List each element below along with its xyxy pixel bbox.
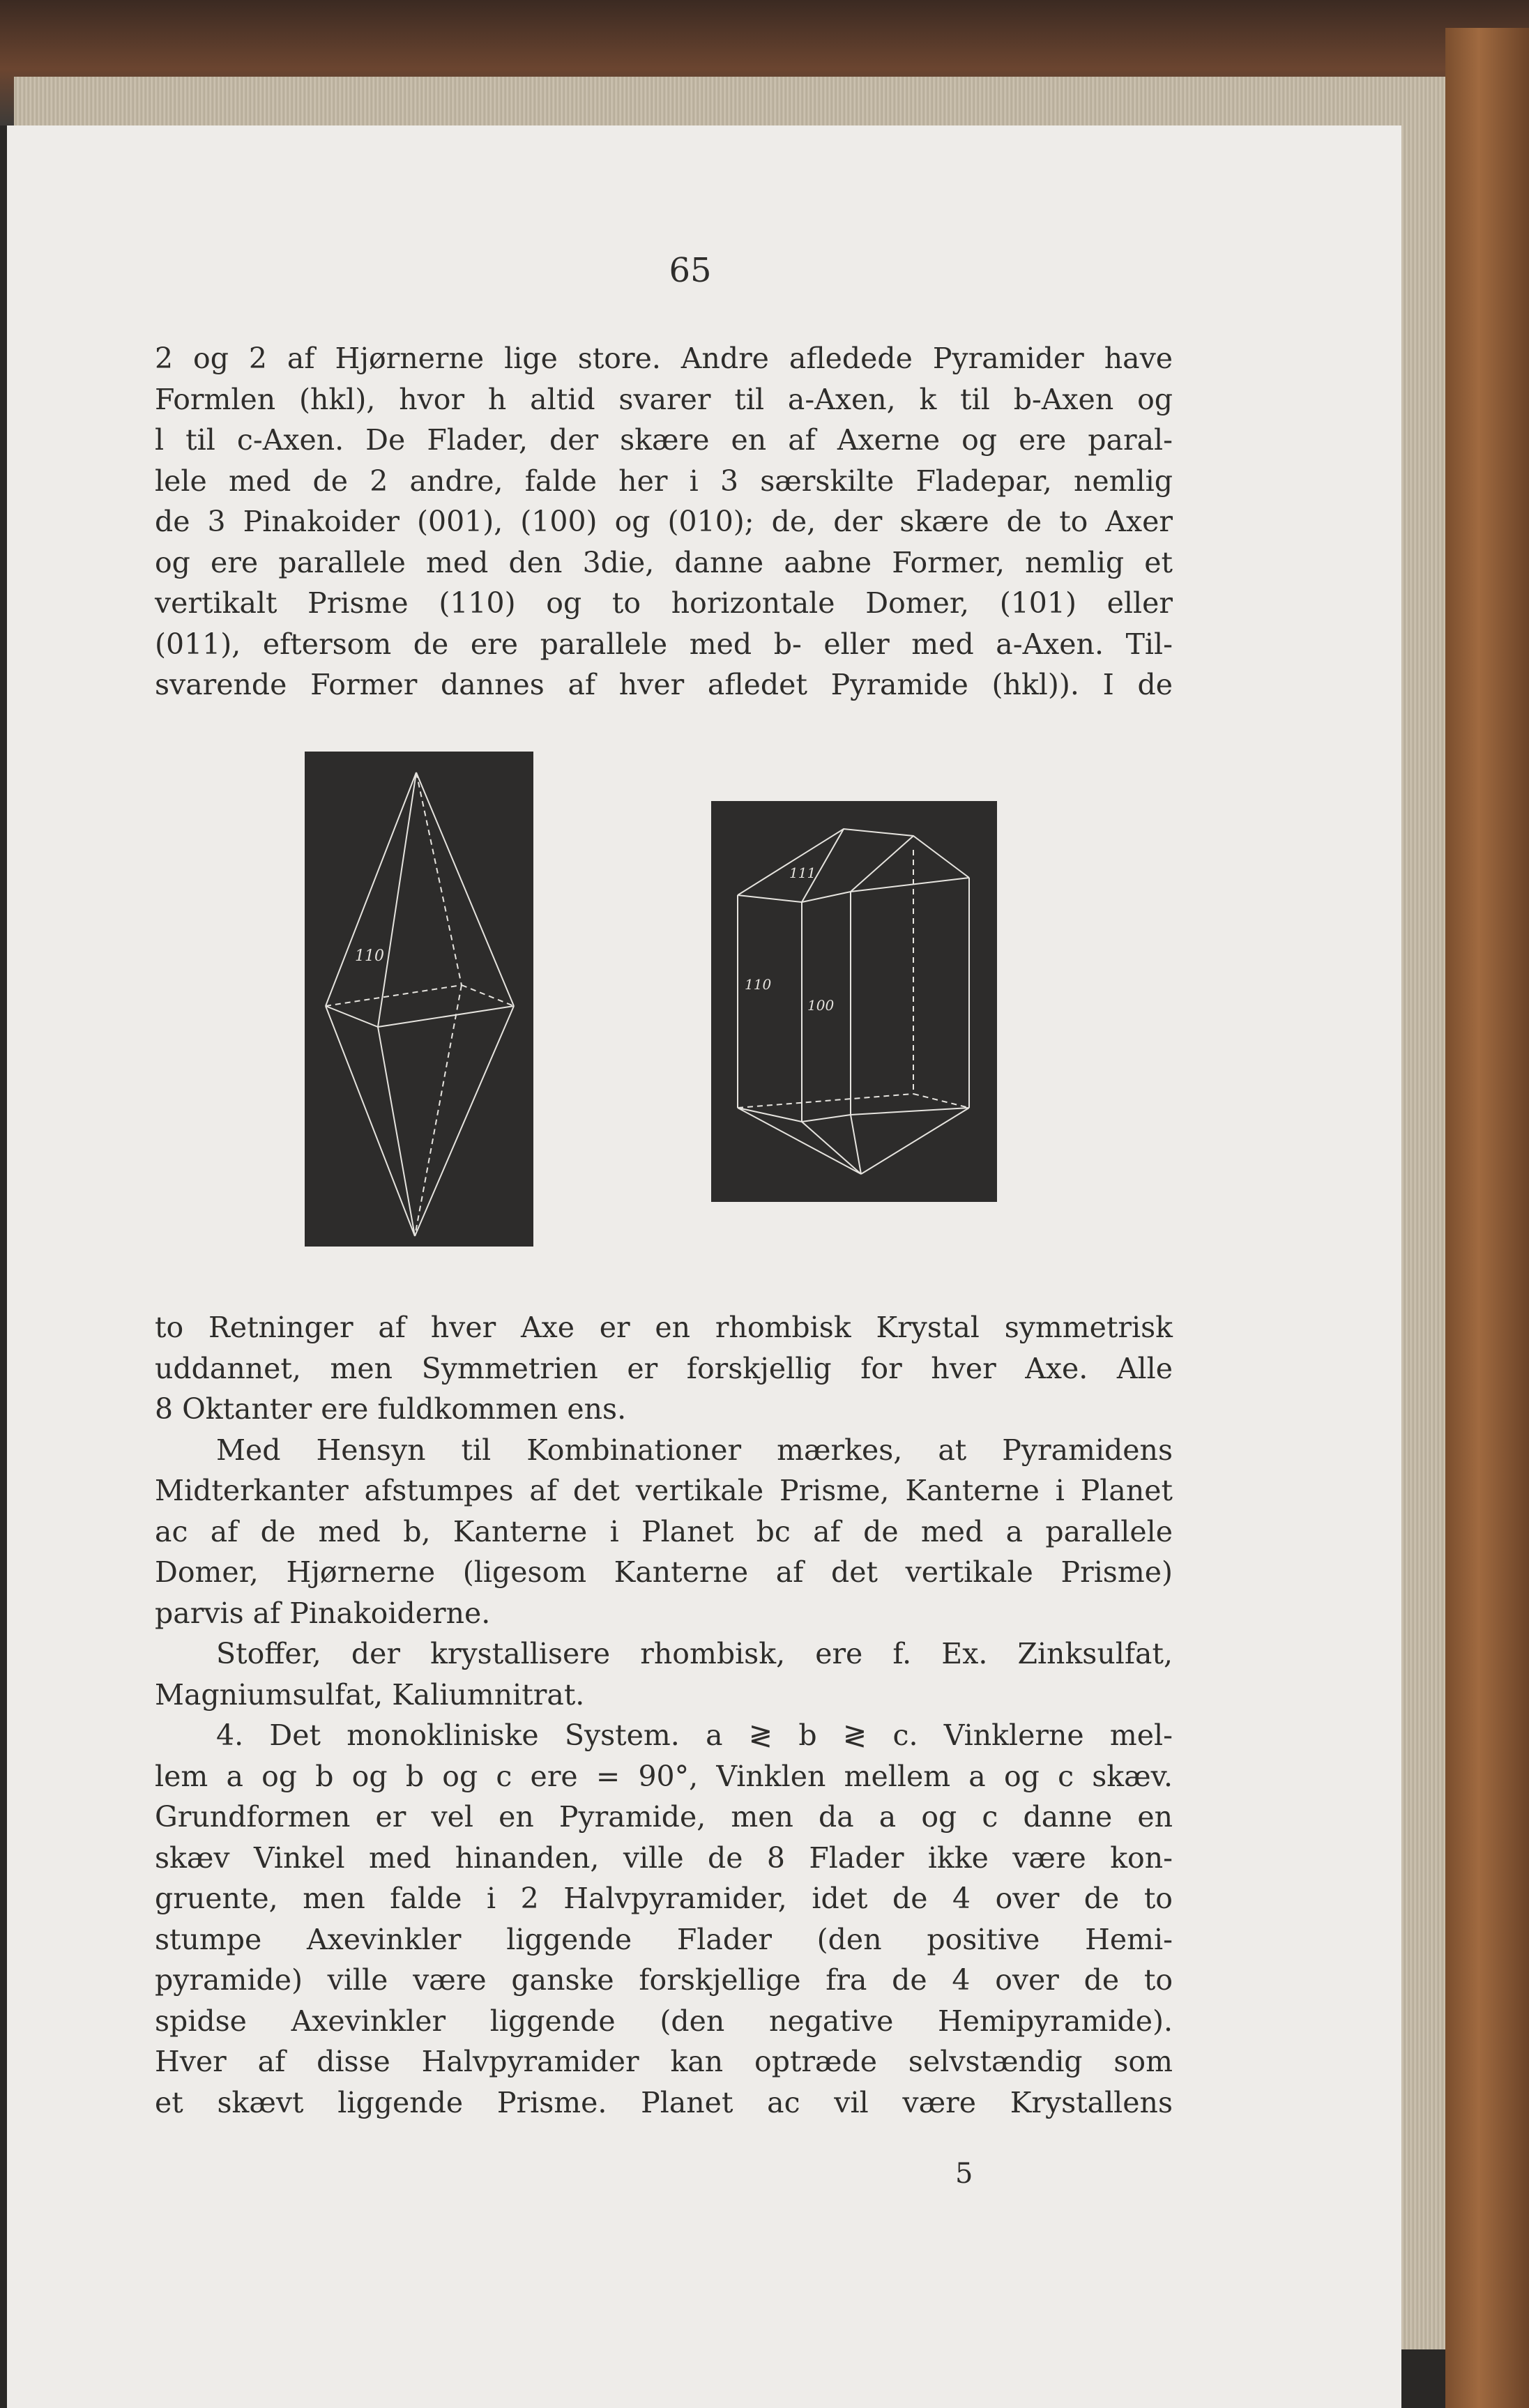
text-line: Magniumsulfat, Kaliumnitrat.: [155, 1677, 585, 1712]
text-line: ac af de med b, Kanterne i Planet bc af de med a parallele: [155, 1514, 1173, 1548]
text-line: 2 og 2 af Hjørnerne lige store. Andre afledede Pyramider have: [155, 342, 1173, 375]
text-line: svarende Former dannes af hver afledet Pyramide (hkl)). I de: [155, 668, 1173, 701]
face-label: 111: [789, 864, 816, 881]
face-label: 100: [807, 997, 835, 1014]
text-line: Med Hensyn til Kombinationer mærkes, at Pyramidens: [216, 1433, 1173, 1467]
text-line: Grundformen er vel en Pyramide, men da a og c danne en: [155, 1800, 1173, 1834]
text-line: pyramide) ville være ganske forskjellige fra de 4 over de to: [155, 1963, 1173, 1997]
text-line: Formlen (hkl), hvor h altid svarer til a-Axen, k til b-Axen og: [155, 382, 1173, 416]
text-line: Midterkanter afstumpes af det vertikale Prisme, Kanterne i Planet: [155, 1474, 1173, 1507]
text-line: Stoffer, der krystallisere rhombisk, ere f. Ex. Zinksulfat,: [216, 1637, 1173, 1670]
text-line: de 3 Pinakoider (001), (100) og (010); de, der skære de to Axer: [155, 505, 1173, 538]
text-line: parvis af Pinakoiderne.: [155, 1596, 491, 1630]
text-line: et skævt liggende Prisme. Planet ac vil være Krystallens: [155, 2085, 1173, 2119]
text-line: uddannet, men Symmetrien er forskjellig for hver Axe. Alle: [155, 1351, 1173, 1385]
page-number: 65: [669, 251, 712, 290]
sheet-signature: 5: [955, 2158, 973, 2190]
prism-figure: [711, 801, 997, 1202]
text-line: 4. Det monokliniske System. a ≷ b ≷ c. Vinklerne mel-: [216, 1719, 1173, 1752]
text-line: Domer, Hjørnerne (ligesom Kanterne af det vertikale Prisme): [155, 1555, 1173, 1589]
book-cover-edge: [1445, 28, 1529, 2408]
text-line: stumpe Axevinkler liggende Flader (den positive Hemi-: [155, 1922, 1173, 1956]
text-line: lele med de 2 andre, falde her i 3 særskilte Fladepar, nemlig: [155, 464, 1173, 498]
face-label: 110: [355, 947, 384, 965]
text-line: skæv Vinkel med hinanden, ville de 8 Flader ikke være kon-: [155, 1841, 1173, 1875]
text-line: og ere parallele med den 3die, danne aabne Former, nemlig et: [155, 545, 1173, 579]
text-line: lem a og b og b og c ere = 90°, Vinklen mellem a og c skæv.: [155, 1759, 1173, 1793]
text-line: spidse Axevinkler liggende (den negative Hemipyramide).: [155, 2004, 1173, 2038]
text-line: 8 Oktanter ere fuldkommen ens.: [155, 1392, 627, 1426]
prism-drawing: [711, 801, 997, 1202]
bipyramid-drawing: [305, 752, 533, 1247]
text-line: vertikalt Prisme (110) og to horizontale Domer, (101) eller: [155, 586, 1173, 620]
text-line: (011), eftersom de ere parallele med b- eller med a-Axen. Til-: [155, 627, 1173, 661]
paragraph-top: [155, 338, 1173, 706]
text-line: l til c-Axen. De Flader, der skære en af Axerne og ere paral-: [155, 423, 1173, 457]
bipyramid-figure: [305, 752, 533, 1247]
paragraph-bottom: [155, 1307, 1173, 2123]
text-line: gruente, men falde i 2 Halvpyramider, idet de 4 over de to: [155, 1882, 1173, 1915]
text-line: to Retninger af hver Axe er en rhombisk Krystal symmetrisk: [155, 1311, 1173, 1344]
text-line: Hver af disse Halvpyramider kan optræde selvstændig som: [155, 2045, 1173, 2078]
face-label: 110: [745, 976, 772, 993]
